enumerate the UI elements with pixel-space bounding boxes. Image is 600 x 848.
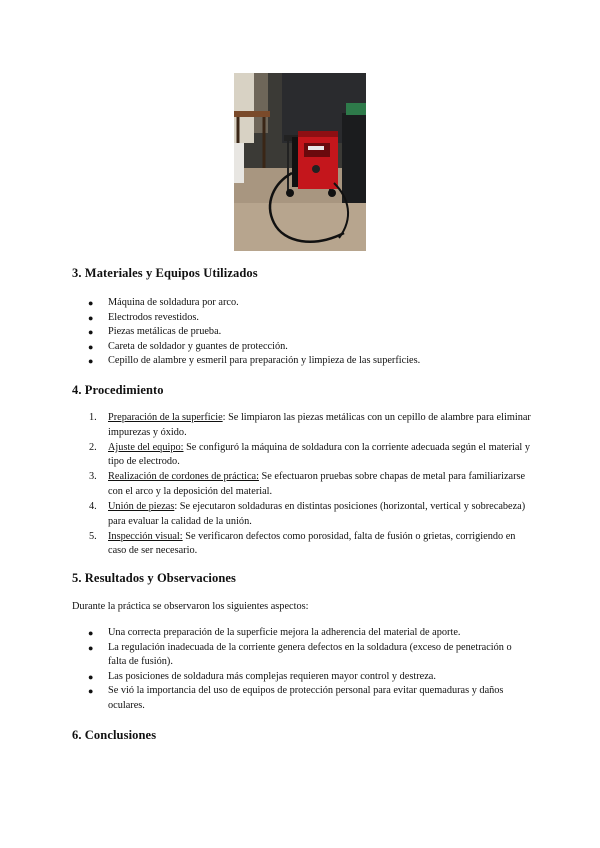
welding-photo-illustration [234, 73, 366, 251]
list-item-text: Máquina de soldadura por arco. [108, 297, 239, 308]
list-item-text: La regulación inadecuada de la corriente genera defectos en la soldadura (exceso de penetración o falta de fusión). [108, 641, 512, 668]
step-term: Ajuste del equipo: [108, 441, 184, 453]
procedure-step [72, 470, 532, 499]
welding-machine-photo [234, 73, 366, 251]
step-term: Inspección visual: [108, 530, 183, 542]
bullet-icon: ● [88, 642, 94, 653]
bullet-icon: ● [88, 327, 94, 338]
step-description: Se efectuaron pruebas sobre chapas de metal para familiarizarse con el arco y la deposición del material. [108, 471, 526, 497]
materials-list-item [72, 325, 532, 340]
procedure-step [72, 530, 532, 559]
bullet-icon: ● [88, 312, 94, 323]
section-heading-conclusions: 6. Conclusiones [72, 728, 157, 742]
bullet-icon: ● [88, 298, 94, 308]
procedure-list [72, 411, 532, 559]
bullet-icon: ● [88, 341, 94, 352]
bullet-icon: ● [88, 356, 94, 367]
list-item-text: Se vió la importancia del uso de equipos de protección personal para evitar quemaduras y daños oculares. [108, 685, 504, 711]
section-heading-results: 5. Resultados y Observaciones [72, 571, 237, 585]
list-item-text: Las posiciones de soldadura más complejas requieren mayor control y destreza. [108, 670, 436, 682]
materials-list-item [72, 354, 532, 369]
results-intro: Durante la práctica se observaron los siguientes aspectos: [72, 601, 309, 612]
materials-list-item [72, 311, 532, 326]
list-item-text: Careta de soldador y guantes de protección. [108, 340, 288, 352]
step-description: Se verificaron defectos como porosidad, falta de fusión o grietas, corrigiendo en caso de ser necesario. [108, 530, 516, 557]
step-term: Unión de piezas [108, 501, 175, 513]
materials-list-item [72, 296, 532, 311]
step-number: 5. [89, 530, 97, 542]
procedure-step [72, 500, 532, 529]
materials-list [72, 296, 532, 369]
step-description: : Se ejecutaron soldaduras en distintas posiciones (horizontal, vertical y sobrecabeza) para evaluar la calidad de la unión. [108, 501, 526, 527]
procedure-step [72, 441, 532, 470]
step-term: Realización de cordones de práctica: [108, 471, 259, 483]
step-term: Preparación de la superficie [108, 412, 223, 423]
procedure-step [72, 411, 532, 440]
results-list [72, 626, 532, 714]
step-number: 1. [89, 412, 97, 423]
list-item-text: Una correcta preparación de la superficie mejora la adherencia del material de aporte. [108, 627, 461, 638]
bullet-icon: ● [88, 671, 94, 682]
bullet-icon: ● [88, 686, 94, 697]
materials-list-item [72, 340, 532, 355]
step-number: 3. [89, 471, 97, 483]
step-number: 2. [89, 441, 97, 453]
results-list-item [72, 670, 532, 685]
bullet-icon: ● [88, 628, 94, 638]
section-heading-procedure: 4. Procedimiento [72, 383, 164, 397]
results-list-item [72, 626, 532, 641]
step-number: 4. [89, 501, 97, 513]
section-heading-materials: 3. Materiales y Equipos Utilizados [72, 266, 258, 280]
list-item-text: Piezas metálicas de prueba. [108, 326, 222, 338]
step-description: Se configuró la máquina de soldadura con la corriente adecuada según el material y tipo de electrodo. [108, 441, 531, 468]
list-item-text: Cepillo de alambre y esmeril para preparación y limpieza de las superficies. [108, 355, 421, 367]
list-item-text: Electrodos revestidos. [108, 311, 199, 323]
step-description: : Se limpiaron las piezas metálicas con un cepillo de alambre para eliminar impurezas y óxido. [108, 412, 531, 438]
results-list-item [72, 684, 532, 713]
results-list-item [72, 641, 532, 670]
